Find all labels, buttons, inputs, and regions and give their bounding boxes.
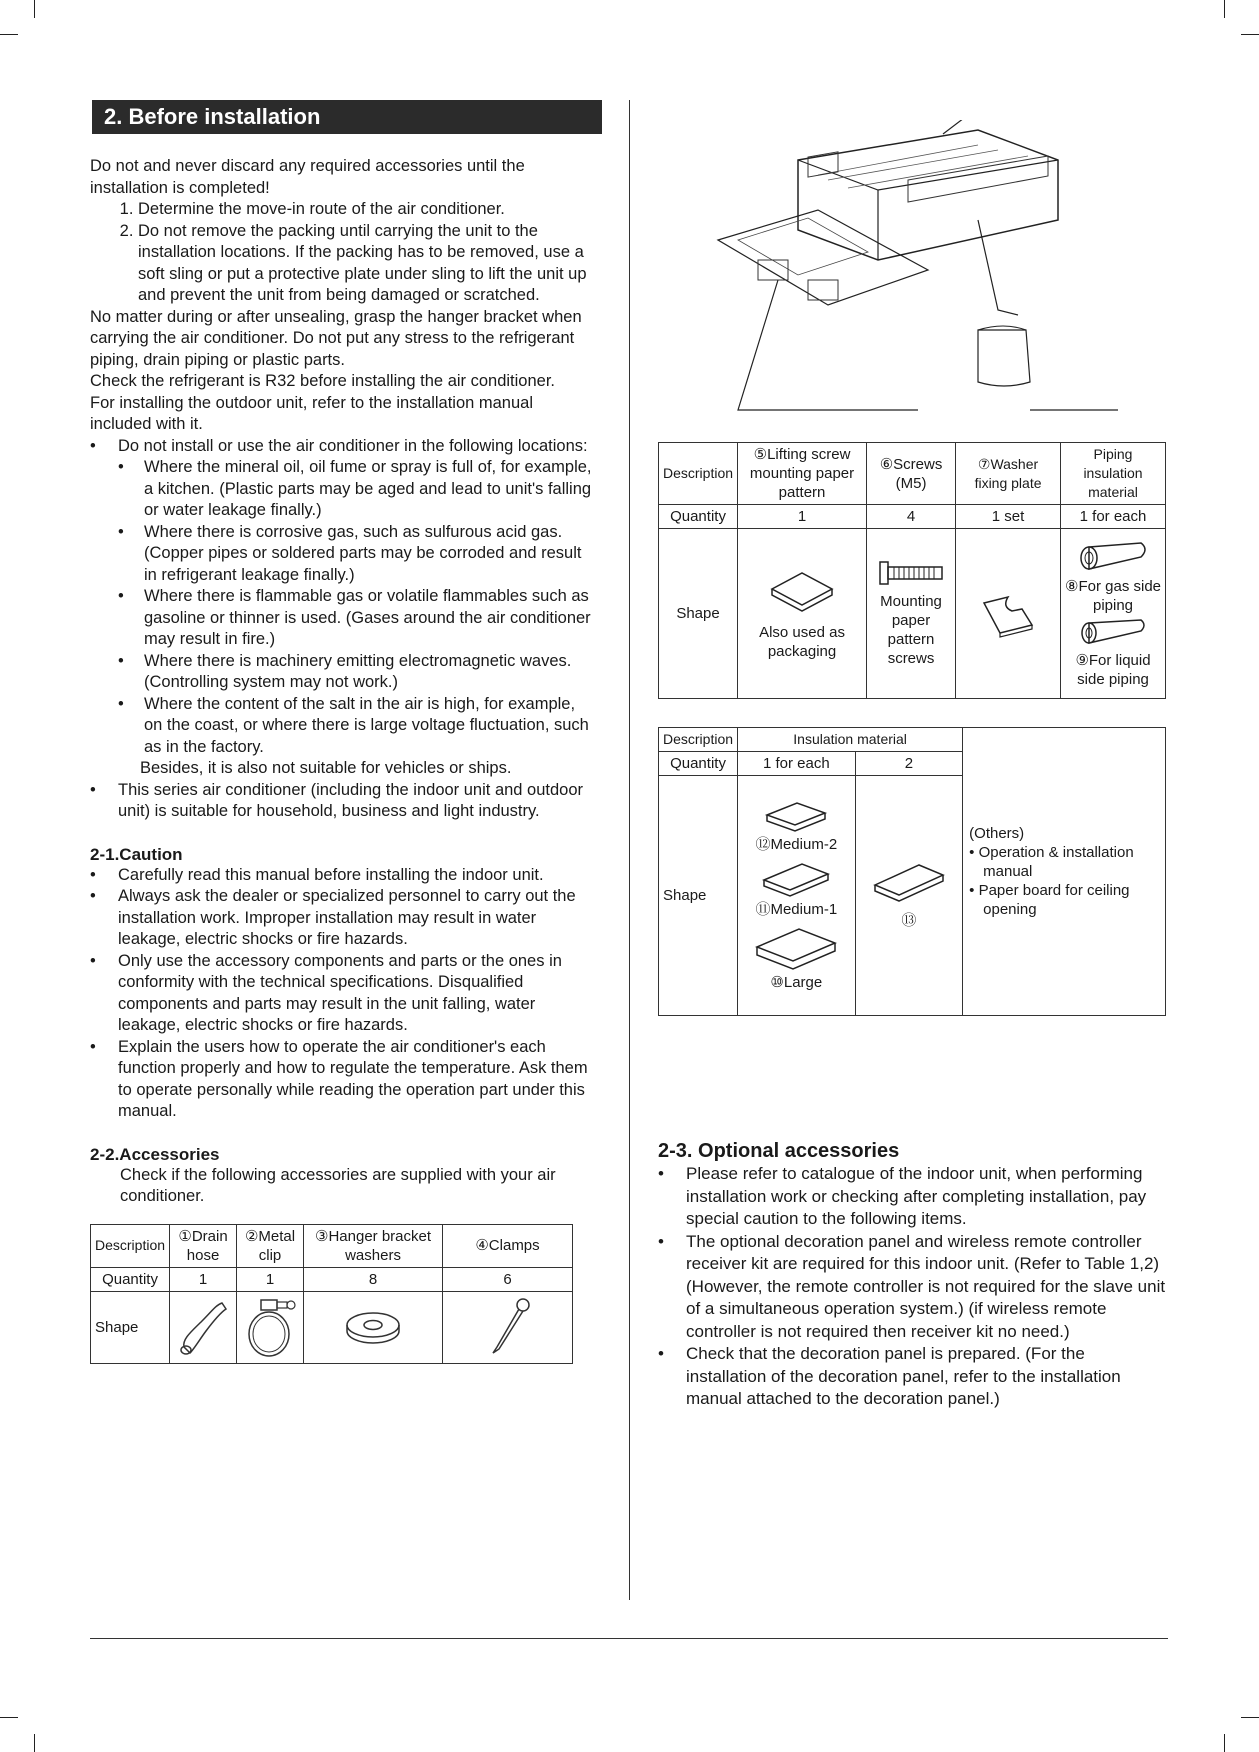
others-item: • Operation & installation manual — [969, 844, 1134, 880]
accessories-note: Check if the following accessories are supplied with your air conditioner. — [120, 1165, 556, 1205]
fixing-plate-icon — [978, 589, 1038, 639]
piece-label: ⑫Medium-2 — [755, 836, 838, 853]
steps-list — [90, 199, 595, 307]
location-item: • Where there is corrosive gas, such as sulfurous acid gas. (Copper pipes or soldered parts may be corroded and result in refrigerant leakage finally.) — [118, 522, 595, 587]
caution-list — [90, 865, 595, 1123]
others-cell — [963, 728, 1166, 1016]
table-cell — [867, 529, 956, 699]
crop-mark — [34, 0, 35, 18]
column-divider — [629, 100, 630, 1600]
insulation-piece-icon — [751, 925, 841, 973]
piece-label: ⑪Medium-1 — [755, 901, 838, 918]
pipe-insulation-icon — [1075, 617, 1151, 649]
list-item: • This series air conditioner (including the indoor unit and outdoor unit) is suitable for household, business and light industry. — [90, 780, 595, 823]
intro-paragraph: No matter during or after unsealing, grasp the hanger bracket when carrying the air conditioner. Do not put any stress to the refrigerant piping, drain piping or plastic parts. — [90, 307, 582, 369]
row-label: Quantity — [659, 505, 738, 529]
intro-block — [90, 156, 595, 823]
crop-mark — [0, 34, 18, 35]
row-label: Description — [659, 728, 738, 752]
optional-heading: 2-3. Optional accessories — [658, 1140, 900, 1162]
table-row — [659, 728, 1166, 752]
list-item — [90, 436, 595, 780]
table-cell: ④Clamps — [443, 1224, 573, 1267]
accessories-table-1 — [90, 1224, 573, 1364]
locations-list — [118, 457, 595, 758]
washer-icon — [343, 1307, 403, 1347]
accessories-table-3 — [658, 727, 1166, 1016]
table-cell: 4 — [867, 505, 956, 529]
intro-lead: Do not and never discard any required accessories until the installation is completed! — [90, 157, 525, 197]
table-cell: ②Metal clip — [237, 1224, 304, 1267]
row-label: Shape — [659, 529, 738, 699]
cell-caption: Mounting paper pattern screws — [880, 592, 942, 667]
step-item: 2. Do not remove the packing until carrying the unit to the installation locations. If the packing has to be removed, use a soft sling or put a protective plate under sling to lift the unit up and prevent the unit from being damaged or scratched. — [138, 221, 595, 307]
row-label: Shape — [91, 1291, 170, 1363]
drain-hose-icon — [174, 1295, 230, 1359]
table-cell — [738, 529, 867, 699]
optional-item: • Check that the decoration panel is prepared. (For the installation of the decoration panel, refer to the installation manual attached to the decoration panel.) — [658, 1343, 1168, 1411]
piece-label: ⑬ — [901, 912, 917, 929]
optional-item: • The optional decoration panel and wireless remote controller receiver kit are required for this indoor unit. (Refer to Table 1,2) (However, the remote controller is not required for the slave unit of a simultaneous operation system.) (if wireless remote controller is not required then receiver kit no need.) — [658, 1231, 1168, 1344]
row-label: Description — [659, 443, 738, 505]
crop-mark — [1224, 1734, 1225, 1752]
intro-paragraph: For installing the outdoor unit, refer to the installation manual included with it. — [90, 393, 534, 433]
clamp-icon — [483, 1295, 533, 1359]
screw-icon — [876, 560, 946, 586]
crop-mark — [1241, 34, 1259, 35]
paper-pattern-icon — [767, 567, 837, 617]
insulation-piece-icon — [869, 861, 949, 905]
others-title: (Others) — [969, 825, 1025, 842]
table-cell: Piping insulation material — [1061, 443, 1166, 505]
piece-label: ⑩Large — [770, 974, 823, 991]
table-cell: 1 — [738, 505, 867, 529]
table-cell: ⑥Screws (M5) — [867, 443, 956, 505]
optional-list — [658, 1163, 1168, 1411]
table-cell: 6 — [443, 1267, 573, 1291]
caution-item: • Only use the accessory components and parts or the ones in conformity with the technical specifications. Disqualified components and parts may result in the unit falling, water leakage, electric shocks or fire hazards. — [90, 951, 595, 1037]
table-cell — [304, 1291, 443, 1363]
table-cell: 1 set — [956, 505, 1061, 529]
table-cell: ③Hanger bracket washers — [304, 1224, 443, 1267]
row-label: Shape — [659, 776, 738, 1016]
accessories-table-2 — [658, 442, 1166, 699]
location-item: • Where the mineral oil, oil fume or spray is full of, for example, a kitchen. (Plastic parts may be aged and lead to unit's falling or water leakage finally.) — [118, 457, 595, 522]
row-label: Quantity — [91, 1267, 170, 1291]
cell-caption: Also used as packaging — [759, 623, 845, 660]
indoor-unit-illustration — [678, 120, 1148, 430]
step-item: 1. Determine the move-in route of the air conditioner. — [138, 199, 595, 221]
metal-clip-icon — [241, 1294, 297, 1360]
table-cell: Insulation material — [738, 728, 963, 752]
pipe-insulation-icon — [1075, 539, 1151, 577]
besides-note: Besides, it is also not suitable for vehicles or ships. — [140, 759, 512, 777]
accessories-heading: 2-2.Accessories — [90, 1144, 220, 1164]
optional-item: • Please refer to catalogue of the indoor unit, when performing installation work or checking after completing installation, pay special caution to the following items. — [658, 1163, 1168, 1231]
cell-caption: ⑨For liquid side piping — [1075, 651, 1151, 688]
caution-heading: 2-1.Caution — [90, 844, 183, 864]
table-cell: 2 — [855, 752, 963, 776]
table-row — [659, 443, 1166, 505]
insulation-piece-icon — [761, 799, 831, 835]
table-row — [91, 1291, 573, 1363]
bullet-text: Do not install or use the air conditioner in the following locations: — [118, 436, 588, 455]
crop-mark — [34, 1734, 35, 1752]
table-cell: ①Drain hose — [170, 1224, 237, 1267]
left-column — [90, 100, 595, 1364]
crop-mark — [1241, 1717, 1259, 1718]
table-row — [659, 505, 1166, 529]
caution-item: • Explain the users how to operate the air conditioner's each function properly and how to regulate the temperature. Ask them to operate personally while reading the operation part under this manual. — [90, 1037, 595, 1123]
table-cell: 1 — [170, 1267, 237, 1291]
table-cell — [237, 1291, 304, 1363]
table-cell — [738, 776, 856, 1016]
table-cell: 1 for each — [1061, 505, 1166, 529]
table-cell — [855, 776, 963, 1016]
right-column — [658, 120, 1168, 1411]
location-item: • Where there is machinery emitting electromagnetic waves. (Controlling system may not work.) — [118, 651, 595, 694]
intro-paragraph: Check the refrigerant is R32 before installing the air conditioner. — [90, 372, 556, 390]
table-cell — [1061, 529, 1166, 699]
table-cell — [956, 529, 1061, 699]
crop-mark — [1224, 0, 1225, 18]
table-cell: 8 — [304, 1267, 443, 1291]
table-row — [91, 1224, 573, 1267]
table-row — [91, 1267, 573, 1291]
table-cell — [170, 1291, 237, 1363]
footer-rule — [90, 1638, 1168, 1639]
crop-mark — [0, 1717, 18, 1718]
row-label: Quantity — [659, 752, 738, 776]
table-cell: ⑤Lifting screw mounting paper pattern — [738, 443, 867, 505]
location-item: • Where there is flammable gas or volatile flammables such as gasoline or thinner is used. (Gases around the air conditioner may result in fire.) — [118, 586, 595, 651]
table-cell — [443, 1291, 573, 1363]
table-cell: 1 — [237, 1267, 304, 1291]
location-item: • Where the content of the salt in the air is high, for example, on the coast, or where there is large voltage fluctuation, such as in the factory. — [118, 694, 595, 759]
cell-caption: ⑧For gas side piping — [1065, 577, 1162, 614]
table-row — [659, 529, 1166, 699]
section-title: 2. Before installation — [92, 100, 602, 134]
insulation-piece-icon — [758, 860, 834, 900]
bullet-list — [90, 436, 595, 823]
table-cell: ⑦Washer fixing plate — [956, 443, 1061, 505]
table-cell: 1 for each — [738, 752, 856, 776]
row-label: Description — [91, 1224, 170, 1267]
caution-item: • Carefully read this manual before installing the indoor unit. — [90, 865, 595, 887]
caution-item: • Always ask the dealer or specialized personnel to carry out the installation work. Improper installation may result in water leakage, electric shocks or fire hazards. — [90, 886, 595, 951]
others-item: • Paper board for ceiling opening — [969, 882, 1130, 918]
